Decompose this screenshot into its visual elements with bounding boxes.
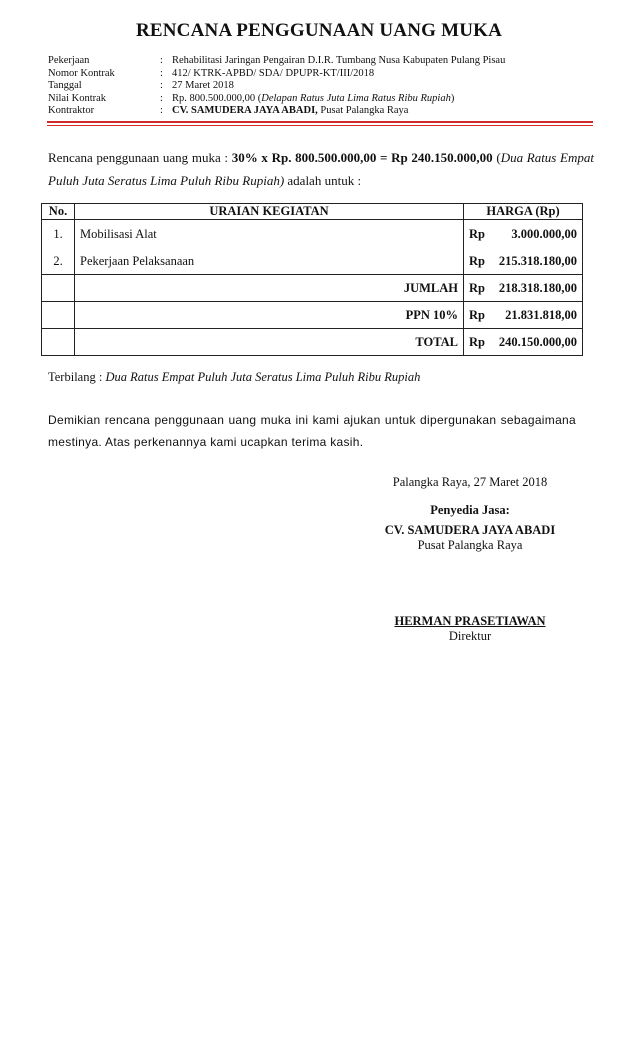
document-title: RENCANA PENGGUNAAN UANG MUKA [135, 20, 503, 41]
row-no: 1. [42, 220, 75, 249]
empty-cell [42, 275, 75, 302]
terbilang-words: Dua Ratus Empat Puluh Juta Seratus Lima Puluh Ribu Rupiah [105, 370, 421, 384]
meta-label: Tanggal [48, 80, 82, 92]
row-desc: Pekerjaan Pelaksanaan [75, 248, 464, 275]
meta-row-kontrak [48, 68, 608, 81]
row-currency: Rp [469, 226, 485, 241]
meta-value-pekerjaan: Rehabilitasi Jaringan Pengairan D.I.R. Tumbang Nusa Kabupaten Pulang Pisau [172, 55, 506, 66]
table-row [42, 248, 583, 275]
amount-in-words [48, 370, 420, 385]
total-row-total [42, 329, 583, 356]
table-header-row [42, 204, 583, 220]
meta-colon: : [160, 105, 163, 117]
kontraktor-name: CV. SAMUDERA JAYA ABADI, [172, 105, 318, 117]
meta-value-nilai [172, 93, 608, 106]
meta-value-tanggal: 27 Maret 2018 [172, 80, 234, 92]
intro-prefix: Rencana penggunaan uang muka : [48, 150, 232, 165]
intro-words: Dua Ratus Empat Puluh Juta Seratus Lima Puluh Ribu Rupiah) [48, 150, 594, 188]
signature-company-location: Pusat Palangka Raya [417, 538, 523, 552]
meta-row-kontraktor [48, 105, 608, 118]
total-amount: 218.318.180,00 [498, 280, 577, 295]
signature-company: CV. SAMUDERA JAYA ABADI [384, 523, 556, 537]
total-currency: Rp [469, 280, 485, 295]
header-divider-thin [47, 125, 593, 126]
row-amount: 215.318.180,00 [498, 253, 577, 268]
place-date: Palangka Raya, 27 Maret 2018 [392, 475, 548, 489]
meta-label: Pekerjaan [48, 55, 90, 66]
signer-title: Direktur [448, 629, 492, 643]
total-label: JUMLAH [75, 275, 464, 302]
nilai-words: Delapan Ratus Juta Lima Ratus Ribu Rupiah [261, 92, 451, 104]
closing-paragraph: Demikian rencana penggunaan uang muka ini kami ajukan untuk dipergunakan sebagaimana mestinya. Atas perkenannya kami ucapkan terima kasih. [48, 413, 576, 449]
meta-row-nilai [48, 93, 608, 106]
row-price [464, 220, 583, 249]
total-price [464, 302, 583, 329]
intro-formula: 30% x Rp. 800.500.000,00 = Rp 240.150.000,00 [231, 150, 493, 165]
meta-row-tanggal [48, 80, 608, 93]
header-divider-thick [47, 121, 593, 123]
kontraktor-place: Pusat Palangka Raya [317, 105, 409, 117]
total-row-jumlah [42, 275, 583, 302]
empty-cell [42, 302, 75, 329]
intro-open: ( [492, 150, 501, 165]
budget-table [41, 203, 583, 356]
intro-suffix: adalah untuk : [284, 173, 362, 188]
total-price [464, 275, 583, 302]
meta-value-kontrak: 412/ KTRK-APBD/ SDA/ DPUPR-KT/III/2018 [172, 67, 375, 79]
meta-colon: : [160, 92, 163, 104]
row-no: 2. [42, 248, 75, 275]
meta-colon: : [160, 55, 163, 66]
signer-name [360, 614, 580, 629]
signer-name-text: HERMAN PRASETIAWAN [394, 614, 546, 628]
header-no: No. [42, 204, 75, 220]
total-currency: Rp [469, 307, 485, 322]
contract-info [48, 55, 608, 118]
total-currency: Rp [469, 334, 485, 349]
terbilang-label: Terbilang : [48, 370, 106, 384]
nilai-close: ) [450, 92, 455, 104]
row-currency: Rp [469, 253, 485, 268]
row-amount: 3.000.000,00 [511, 226, 577, 241]
total-amount: 240.150.000,00 [498, 334, 577, 349]
total-label: TOTAL [75, 329, 464, 356]
meta-row-pekerjaan [48, 55, 608, 68]
meta-colon: : [160, 67, 163, 79]
row-desc: Mobilisasi Alat [75, 220, 464, 249]
header-desc: URAIAN KEGIATAN [75, 204, 464, 220]
total-label: PPN 10% [75, 302, 464, 329]
meta-label: Nomor Kontrak [48, 67, 115, 79]
meta-colon: : [160, 80, 163, 92]
intro-paragraph [48, 146, 594, 192]
total-amount: 21.831.818,00 [505, 307, 577, 322]
header-price: HARGA (Rp) [464, 204, 583, 220]
meta-value-kontraktor [172, 105, 608, 118]
table-row [42, 220, 583, 249]
total-row-ppn [42, 302, 583, 329]
empty-cell [42, 329, 75, 356]
signature-role: Penyedia Jasa: [430, 503, 510, 517]
meta-label: Kontraktor [48, 105, 95, 117]
meta-label: Nilai Kontrak [48, 92, 107, 104]
nilai-amount: Rp. 800.500.000,00 ( [172, 92, 262, 104]
row-price [464, 248, 583, 275]
total-price [464, 329, 583, 356]
